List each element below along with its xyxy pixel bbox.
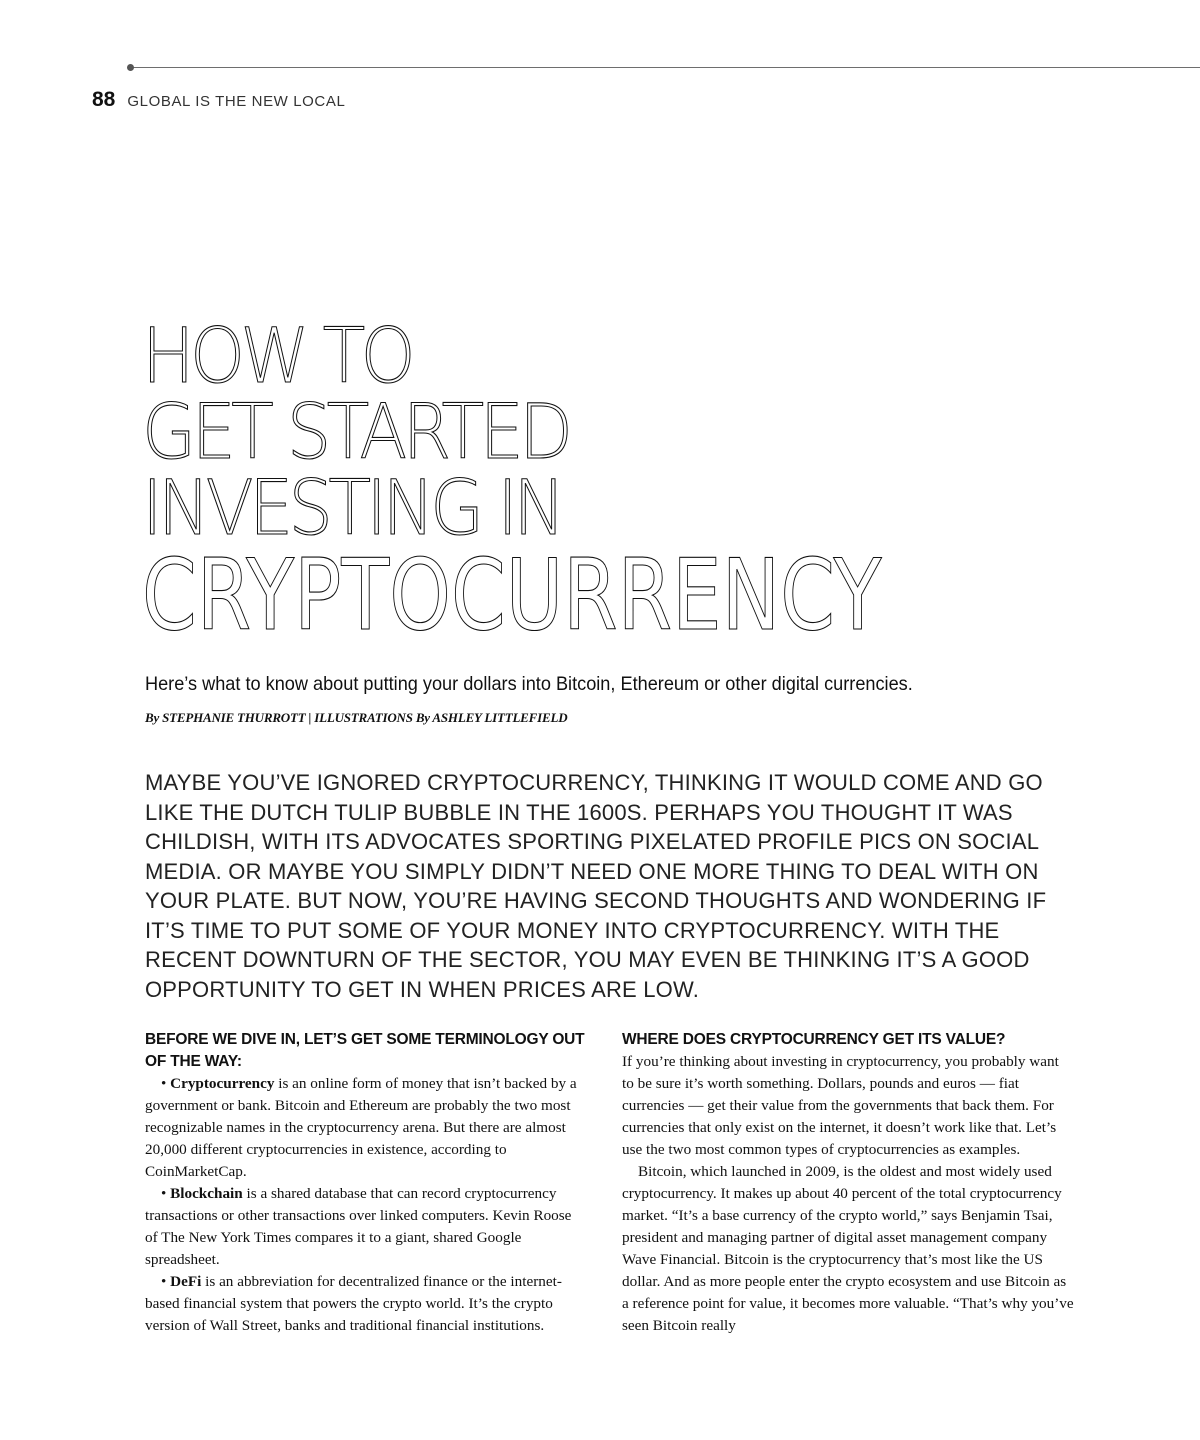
headline-line-2: GET STARTED bbox=[142, 387, 569, 476]
header-rule bbox=[131, 67, 1200, 68]
article-headline bbox=[142, 311, 1066, 653]
term-name: Cryptocurrency bbox=[170, 1075, 275, 1092]
left-column bbox=[145, 1029, 585, 1337]
article-lede: MAYBE YOU’VE IGNORED CRYPTOCURRENCY, THINKING IT WOULD COME AND GO LIKE THE DUTCH TULIP BUBBLE IN THE 1600S. PERHAPS YOU THOUGHT IT WAS CHILDISH, WITH ITS ADVOCATES SPORTING PIXELATED PROFILE PICS ON SOCIAL MEDIA. OR MAYBE YOU SIMPLY DIDN’T NEED ONE MORE THING TO DEAL WITH ON YOUR PLATE. BUT NOW, YOU’RE HAVING SECOND THOUGHTS AND WONDERING IF IT’S TIME TO PUT SOME OF YOUR MONEY INTO CRYPTOCURRENCY. WITH THE RECENT DOWNTURN OF THE SECTOR, YOU MAY EVEN BE THINKING IT’S A GOOD OPPORTUNITY TO GET IN WHEN PRICES ARE LOW. bbox=[145, 770, 1047, 1002]
headline-line-3: INVESTING IN bbox=[142, 463, 562, 552]
term-item bbox=[145, 1183, 585, 1271]
article-dek: Here’s what to know about putting your dollars into Bitcoin, Ethereum or other digital currencies. bbox=[145, 673, 913, 695]
article-byline: By STEPHANIE THURROTT | ILLUSTRATIONS By ASHLEY LITTLEFIELD bbox=[145, 710, 568, 725]
term-definition: is an online form of money that isn’t backed by a government or bank. Bitcoin and Ethereum are probably the two most recognizable names in the cryptocurrency arena. But there are almost 20,000 different cryptocurrencies in existence, according to CoinMarketCap. bbox=[145, 1075, 577, 1180]
bullet: • bbox=[161, 1185, 167, 1202]
term-name: DeFi bbox=[170, 1273, 202, 1290]
term-name: Blockchain bbox=[170, 1185, 243, 1202]
page-number: 88 bbox=[92, 88, 116, 111]
term-definition: is a shared database that can record cryptocurrency transactions or other transactions over linked computers. Kevin Roose of The New York Times compares it to a giant, shared Google spreadsheet. bbox=[145, 1185, 572, 1268]
body-paragraph: If you’re thinking about investing in cryptocurrency, you probably want to be sure it’s worth something. Dollars, pounds and euros — fiat currencies — get their value from the governments that back them. For currencies that only exist on the internet, it doesn’t work like that. Let’s use the two most common types of cryptocurrencies as examples. bbox=[622, 1053, 1059, 1158]
body-paragraph: Bitcoin, which launched in 2009, is the oldest and most widely used cryptocurrency. It makes up about 40 percent of the total cryptocurrency market. “It’s a base currency of the crypto world,” says Benjamin Tsai, president and managing partner of digital asset management company Wave Financial. Bitcoin is the cryptocurrency that’s most like the US dollar. And as more people enter the crypto ecosystem and use Bitcoin as a reference point for value, it becomes more valuable. “That’s why you’ve seen Bitcoin really bbox=[622, 1163, 1074, 1334]
bullet: • bbox=[161, 1075, 167, 1092]
term-definition: is an abbreviation for decentralized finance or the internet-based financial system that powers the crypto world. It’s the crypto version of Wall Street, banks and traditional financial institutions. bbox=[145, 1273, 562, 1334]
term-item bbox=[145, 1073, 585, 1183]
headline-line-1: HOW TO bbox=[142, 311, 412, 400]
bullet: • bbox=[161, 1273, 167, 1290]
headline-line-4: CRYPTOCURRENCY bbox=[142, 539, 882, 653]
right-column bbox=[622, 1029, 1074, 1337]
header-rule-dot bbox=[127, 64, 134, 71]
section-title: GLOBAL IS THE NEW LOCAL bbox=[127, 93, 346, 110]
term-item bbox=[145, 1271, 585, 1337]
terminology-heading: BEFORE WE DIVE IN, LET’S GET SOME TERMINOLOGY OUT OF THE WAY: bbox=[145, 1031, 585, 1070]
page-header bbox=[92, 88, 345, 112]
value-heading: WHERE DOES CRYPTOCURRENCY GET ITS VALUE? bbox=[622, 1031, 1006, 1048]
